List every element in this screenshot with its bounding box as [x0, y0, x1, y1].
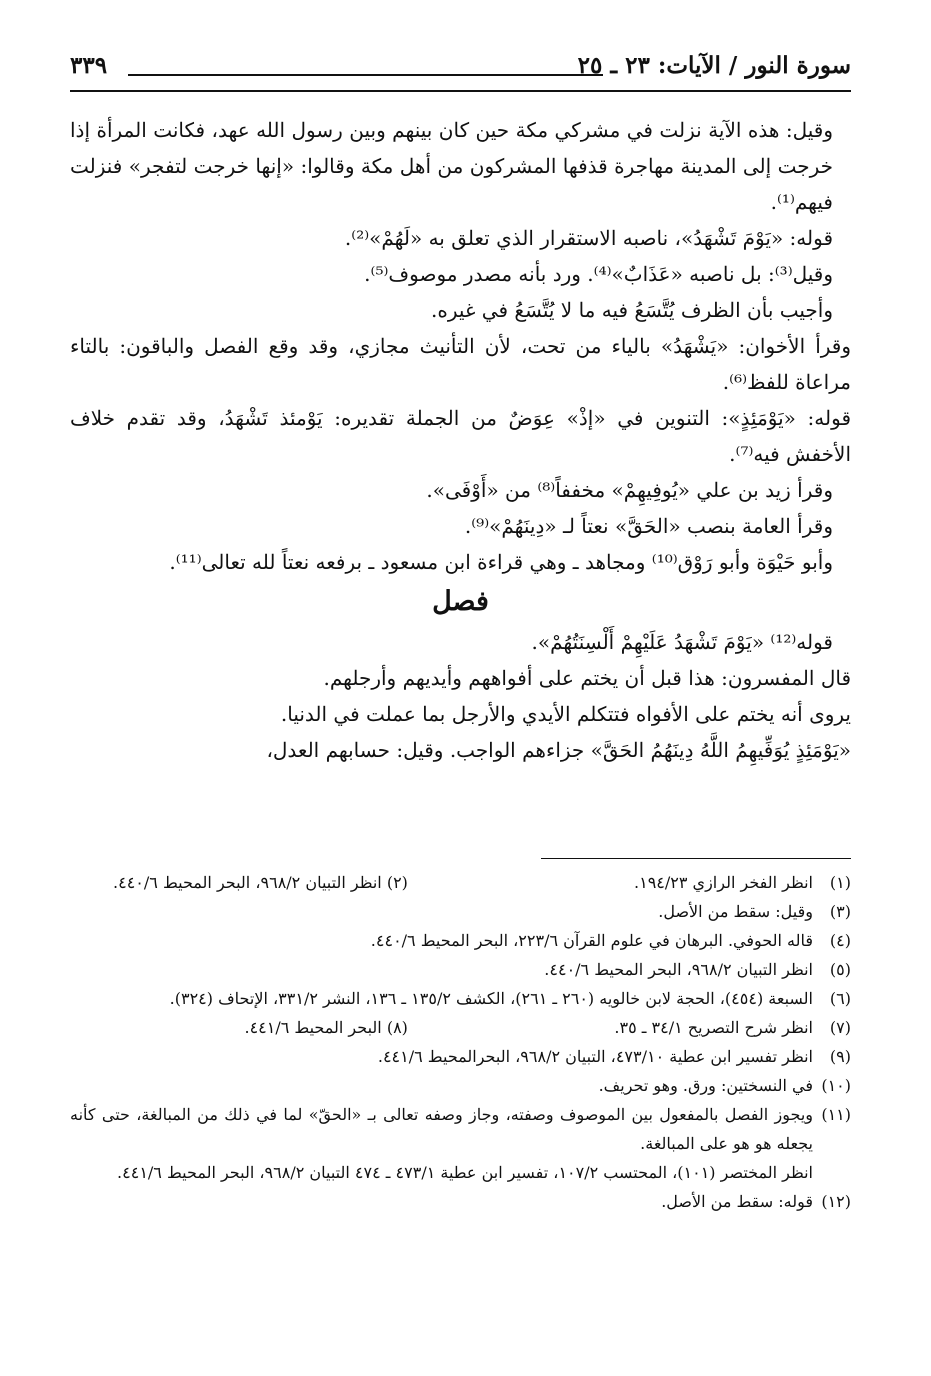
footnote-text: السبعة (٤٥٤)، الحجة لابن خالويه (٢٦٠ ـ ٢٦١)، الكشف ١٣٥/٢ ـ ١٣٦، النشر ٣٣١/٢، الإتحاف (٣٢٤).: [169, 989, 813, 1008]
paragraph: وقيل: هذه الآية نزلت في مشركي مكة حين كان بينهم وبين رسول الله عهد، فكانت المرأة إذا خرجت إلى المدينة مهاجرة قذفها المشركون من أهل مكة وقالوا: «إنها خرجت لتفجر» فنزلت فيهم⁽¹⁾.: [70, 118, 833, 214]
paragraph: وقرأ الأخوان: «يَشْهَدُ» بالياء من تحت، لأن التأنيث مجازي، وقد وقع الفصل والباقون: بالتاء مراعاة للفظ⁽⁶⁾.: [70, 334, 851, 394]
paragraph: وقرأ العامة بنصب «الحَقَّ» نعتاً لـ «دِينَهُمْ»⁽⁹⁾.: [464, 514, 833, 538]
paragraph: «يَوْمَئِذٍ يُوَفِّيهِمُ اللَّهُ دِينَهُمُ الحَقَّ» جزاءهم الواجب. وقيل: حسابهم العدل،: [266, 738, 851, 762]
footnote-text: قاله الحوفي. البرهان في علوم القرآن ٢٢٣/٦، البحر المحيط ٤٤٠/٦.: [370, 931, 813, 950]
footnote: [70, 897, 851, 926]
footnote-number: (١): [829, 873, 851, 892]
footnote-number: (٦): [829, 989, 851, 1008]
footnote-number: (١٠): [821, 1076, 851, 1095]
page-number: ٣٣٩: [70, 52, 108, 79]
footnote-separator: [541, 858, 851, 859]
footnote: [70, 1187, 851, 1216]
footnote-text: انظر التبيان ٩٦٨/٢، البحر المحيط ٤٤٠/٦.: [113, 873, 382, 892]
footnote-number: (٧): [829, 1018, 851, 1037]
footnote-text: انظر التبيان ٩٦٨/٢، البحر المحيط ٤٤٠/٦.: [544, 960, 813, 979]
footnote-text: ويجوز الفصل بالمفعول بين الموصوف وصفته، وجاز وصفه تعالى بـ «الحقّ» لما في ذلك من المبالغة، حتى كأنه يجعله هو هو على المبالغة.: [70, 1105, 814, 1153]
footnotes: [70, 868, 851, 1216]
paragraph: وأجيب بأن الظرف يُتَّسَعُ فيه ما لا يُتَّسَعُ في غيره.: [431, 298, 833, 322]
footnote-number: (٣): [829, 902, 851, 921]
paragraph: يروى أنه يختم على الأفواه فتتكلم الأيدي والأرجل بما عملت في الدنيا.: [280, 702, 851, 726]
running-header: [70, 50, 851, 90]
section-heading: فصل: [432, 586, 489, 617]
footnote-number: (٨): [386, 1018, 408, 1037]
paragraph: قال المفسرون: هذا قبل أن يختم على أفواههم وأيديهم وأرجلهم.: [323, 666, 851, 690]
footnote: [70, 926, 851, 955]
header-leader-line: [128, 74, 603, 76]
footnote-number: (٢): [386, 873, 408, 892]
footnote: [70, 984, 851, 1013]
footnote-number: (٩): [829, 1047, 851, 1066]
footnote-number: (٥): [829, 960, 851, 979]
footnote: [70, 868, 851, 897]
footnote: [70, 1100, 851, 1158]
footnote-text: انظر تفسير ابن عطية ٤٧٣/١٠، التبيان ٩٦٨/٢، البحرالمحيط ٤٤١/٦.: [377, 1047, 813, 1066]
footnote: [70, 1071, 851, 1100]
main-text: [70, 112, 851, 768]
footnote-number: (٤): [829, 931, 851, 950]
paragraph: وقرأ زيد بن علي «يُوفِيهِمْ» مخففاً⁽⁸⁾ من «أَوْفَى».: [426, 478, 833, 502]
paragraph: وأبو حَيْوَة وأبو رَوْق⁽¹⁰⁾ ومجاهد ـ وهي قراءة ابن مسعود ـ برفعه نعتاً لله تعالى⁽¹¹⁾.: [169, 550, 833, 574]
paragraph: قوله⁽¹²⁾ «يَوْمَ تَشْهَدُ عَلَيْهِمْ أَلْسِنَتُهُمْ».: [531, 630, 833, 654]
footnote-text: في النسختين: ورق. وهو تحريف.: [598, 1076, 813, 1095]
header-rule: [70, 90, 851, 92]
footnote-number: (١٢): [821, 1192, 851, 1211]
paragraph: قوله: «يَوْمَ تَشْهَدُ»، ناصبه الاستقرار الذي تعلق به «لَهُمْ»⁽²⁾.: [344, 226, 833, 250]
paragraph: قوله: «يَوْمَئِذٍ»: التنوين في «إذْ» عِوَضٌ من الجملة تقديره: يَوْمئذ تَشْهَدُ، وقد تقدم خلاف الأخفش فيه⁽⁷⁾.: [70, 406, 851, 466]
paragraph: وقيل⁽³⁾: بل ناصبه «عَذَابٌ»⁽⁴⁾. ورد بأنه مصدر موصوف⁽⁵⁾.: [364, 262, 833, 286]
footnote: [70, 1013, 851, 1042]
footnote-number: (١١): [821, 1105, 851, 1124]
header-title: سورة النور / الآيات: ٢٣ ـ ٢٥: [577, 52, 851, 79]
footnote-text: انظر شرح التصريح ٣٤/١ ـ ٣٥.: [614, 1018, 813, 1037]
footnote-text: قوله: سقط من الأصل.: [661, 1192, 813, 1211]
footnote-text: وقيل: سقط من الأصل.: [658, 902, 813, 921]
footnote: [70, 1042, 851, 1071]
footnote-continuation: انظر المختصر (١٠١)، المحتسب ١٠٧/٢، تفسير ابن عطية ٤٧٣/١ ـ ٤٧٤ التبيان ٩٦٨/٢، البحر المحيط ٤٤١/٦.: [117, 1163, 813, 1182]
footnote-text: البحر المحيط ٤٤١/٦.: [244, 1018, 382, 1037]
footnote: [70, 955, 851, 984]
footnote-text: انظر الفخر الرازي ١٩٤/٢٣.: [634, 873, 813, 892]
